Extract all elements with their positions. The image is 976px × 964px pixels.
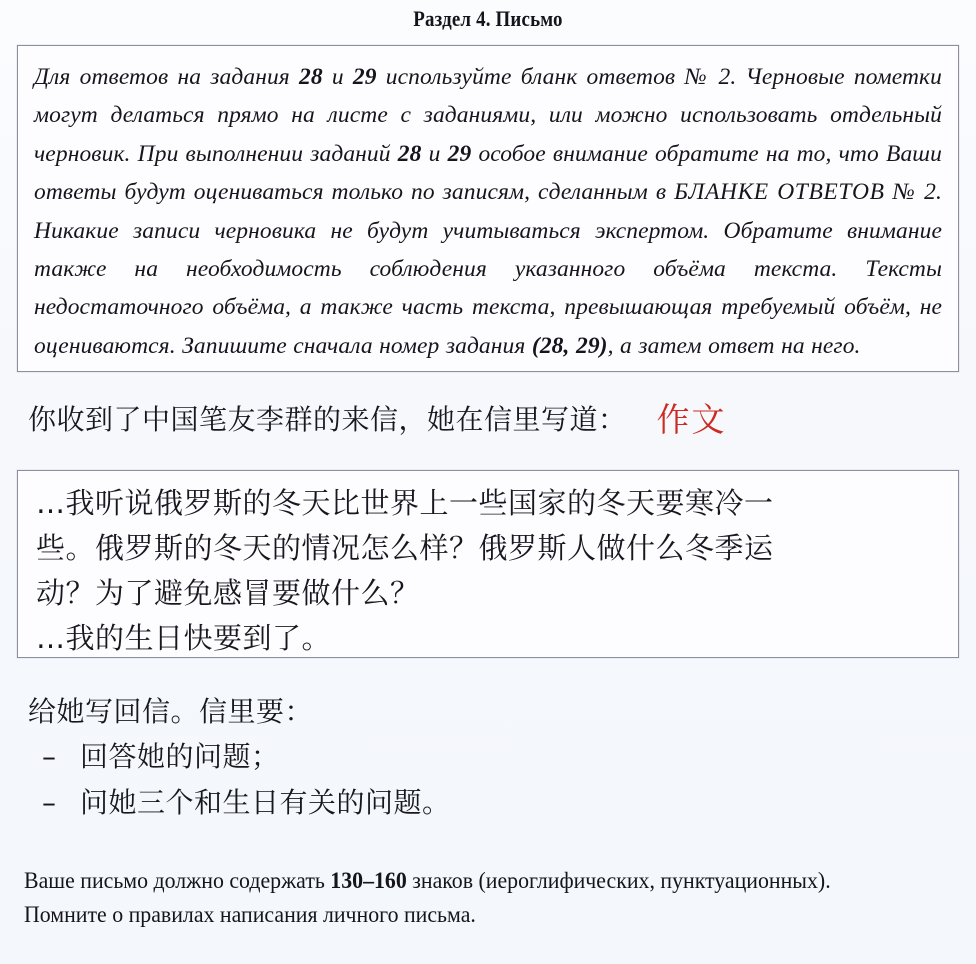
instruction-segment: , а затем ответ на него.: [607, 332, 861, 359]
instruction-segment: Для ответов на задания: [34, 64, 299, 90]
bullet-dash-icon: –: [42, 786, 57, 819]
letter-line: 些。俄罗斯的冬天的情况怎么样？俄罗斯人做什么冬季运: [36, 531, 774, 565]
list-item-label: 问她三个和生日有关的问题。: [80, 786, 451, 819]
instruction-segment: особое внимание обратите на то, что Ваши ответы будут оцениваться только по записям, сделанным в: [34, 140, 942, 206]
instruction-box: [17, 45, 959, 372]
length-requirement-suffix: знаков (иероглифических, пунктуационных).: [406, 868, 831, 893]
reply-requirements-list: [28, 734, 928, 826]
footer-notes: [24, 864, 956, 932]
instruction-text: [34, 58, 942, 365]
reminder-note: Помните о правилах написания личного письма.: [24, 902, 476, 927]
instruction-emphasis: 29: [447, 140, 472, 167]
red-annotation: 作文: [656, 400, 727, 439]
instruction-segment: № 2. Никакие записи черновика не будут учитываться экспертом. Обратите внимание также на необходимость соблюдения указанного объёма текста. Тексты недостаточного объёма, а также часть текста, превышающая требуемый объём, не оцениваются. Запишите сначала номер задания: [34, 179, 942, 359]
instruction-emphasis: 29: [352, 64, 377, 90]
prompt-text: 你收到了中国笔友李群的来信，她在信里写道：: [28, 403, 627, 436]
instruction-segment: используйте бланк ответов № 2. Черновые пометки могут делаться прямо на листе с заданиями, или можно использовать отдельный черновик. При выполнении заданий: [34, 64, 942, 167]
instruction-segment: и: [322, 64, 353, 90]
letter-line: …我听说俄罗斯的冬天比世界上一些国家的冬天要寒冷一: [36, 486, 774, 520]
instruction-segment: и: [421, 140, 448, 167]
letter-line: 动？为了避免感冒要做什么？: [36, 576, 420, 610]
letter-line: …我的生日快要到了。: [36, 621, 332, 655]
length-requirement-count: 130–160: [330, 868, 407, 893]
list-item-label: 回答她的问题；: [80, 740, 280, 773]
instruction-emphasis: (28, 29): [531, 332, 608, 359]
list-item: [28, 780, 928, 826]
prompt-line: [28, 398, 948, 442]
length-requirement: [24, 864, 909, 898]
page-title: Раздел 4. Письмо: [413, 6, 563, 31]
list-item: [28, 734, 928, 780]
reply-lead: 给她写回信。信里要：: [28, 695, 314, 728]
instruction-emphasis: 28: [397, 140, 422, 167]
instruction-caps: БЛАНКЕ ОТВЕТОВ: [674, 179, 885, 206]
reply-instructions: [28, 690, 928, 826]
instruction-emphasis: 28: [299, 64, 323, 90]
bullet-dash-icon: –: [42, 740, 57, 773]
letter-excerpt-box: [17, 470, 959, 658]
length-requirement-prefix: Ваше письмо должно содержать: [24, 868, 331, 893]
